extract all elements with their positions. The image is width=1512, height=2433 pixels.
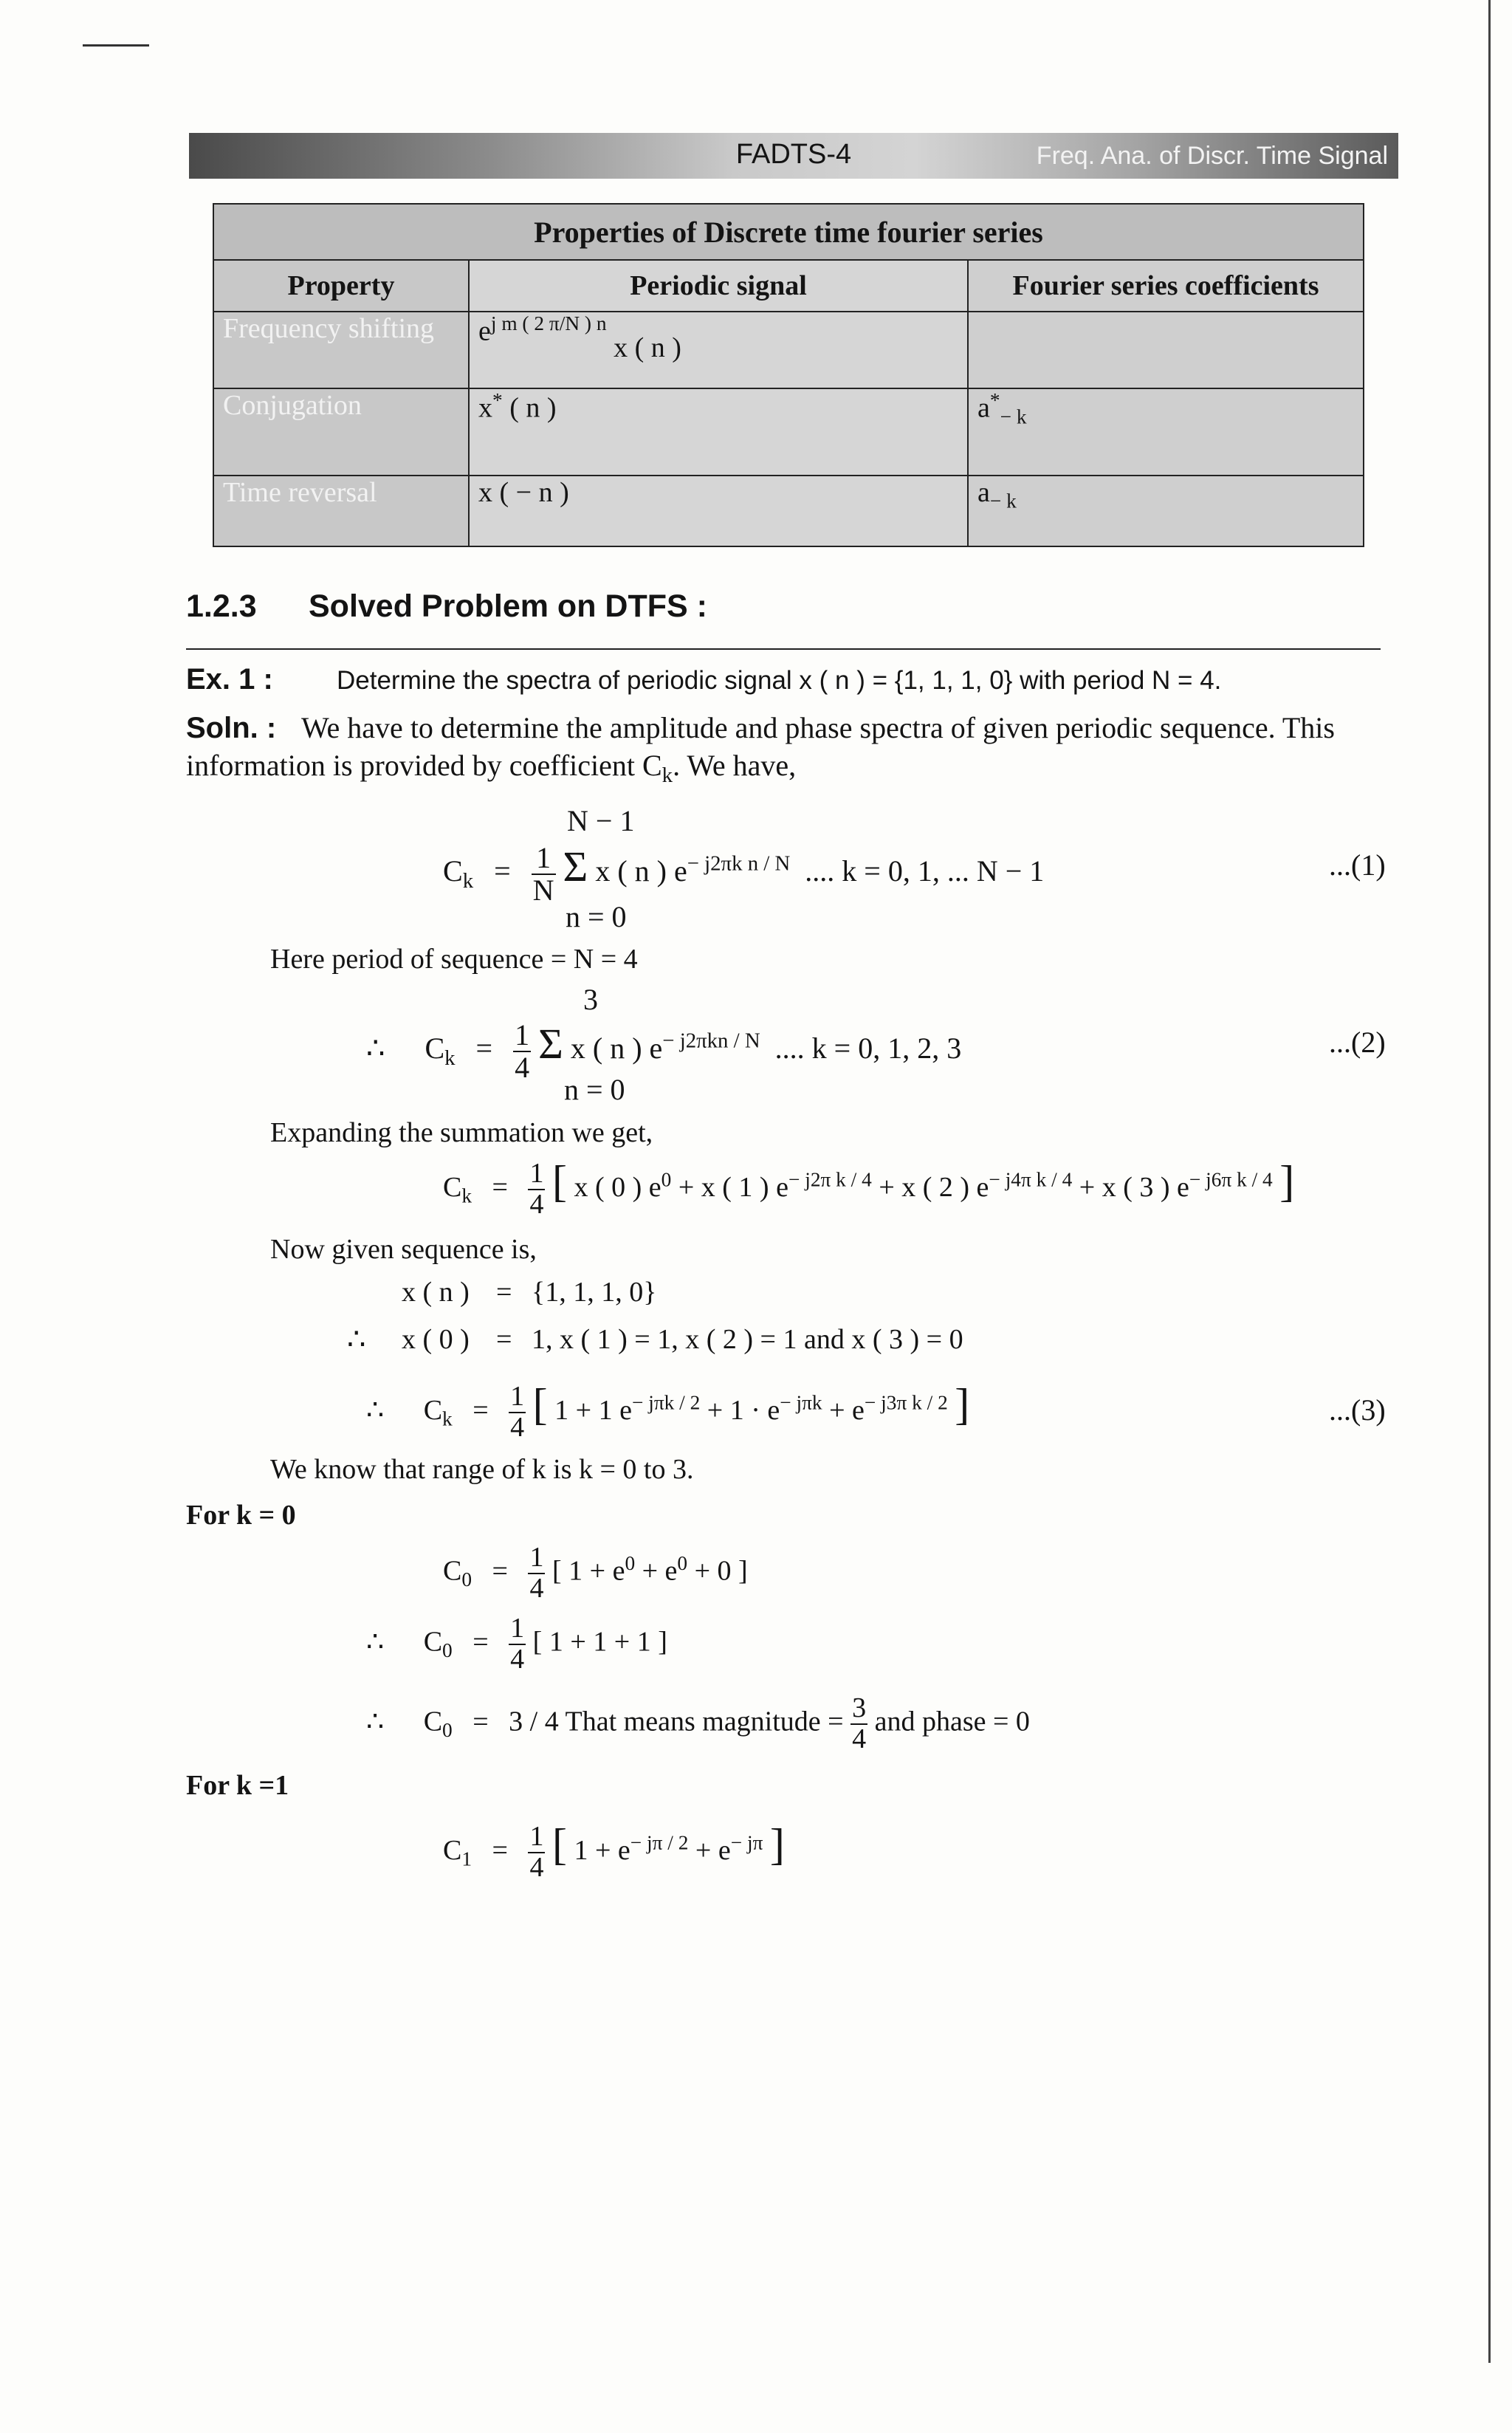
k0-l2-rhs: [ 1 + 1 + 1 ] bbox=[532, 1626, 667, 1658]
table-title: Properties of Discrete time fourier series bbox=[213, 204, 1364, 260]
expand-text: Expanding the summation we get, bbox=[270, 1117, 653, 1148]
running-header bbox=[189, 133, 1398, 179]
values-equals: = bbox=[496, 1324, 512, 1355]
column-header-property: Property bbox=[213, 260, 469, 312]
binding-edge bbox=[1488, 0, 1491, 2363]
eq3-den: 4 bbox=[510, 1412, 525, 1444]
signal-cell: x ( − n ) bbox=[469, 476, 968, 546]
k0-l2-fraction bbox=[509, 1614, 526, 1675]
k0-l1-bexp: 0 bbox=[677, 1551, 688, 1574]
k1-l1-a: 1 + e bbox=[574, 1835, 630, 1866]
eq1-condition: .... k = 0, 1, ... N − 1 bbox=[805, 854, 1045, 888]
expand-num: 1 bbox=[529, 1158, 544, 1190]
eq1-equals: = bbox=[494, 854, 511, 888]
table-row bbox=[213, 312, 1364, 388]
k0-l1-den: 4 bbox=[529, 1572, 544, 1604]
k0-l2-den: 4 bbox=[510, 1643, 525, 1675]
period-text: Here period of sequence = N = 4 bbox=[270, 944, 638, 975]
expand-term-3: + x ( 2 ) e bbox=[871, 1172, 989, 1203]
column-header-signal: Periodic signal bbox=[469, 260, 968, 312]
heading-k1: For k =1 bbox=[186, 1770, 289, 1801]
eq1-lhs-sub: k bbox=[462, 869, 474, 893]
therefore-symbol: ∴ bbox=[347, 1322, 366, 1356]
property-cell: Time reversal bbox=[213, 476, 469, 546]
eq1-body: x ( n ) e bbox=[595, 854, 687, 888]
eq2-tag: ...(2) bbox=[1329, 1026, 1386, 1059]
k0-l3-rhs: 3 / 4 That means magnitude = bbox=[509, 1706, 844, 1737]
signal-exponent: * bbox=[492, 389, 503, 411]
eq3-term-2: + 1 · e bbox=[700, 1395, 780, 1426]
property-cell: Conjugation bbox=[213, 388, 469, 476]
eq3-tag: ...(3) bbox=[1329, 1393, 1386, 1427]
eq2-sigma: Σ bbox=[538, 1020, 563, 1068]
eq1-tag: ...(1) bbox=[1329, 848, 1386, 882]
coefficient-cell bbox=[968, 312, 1364, 388]
k0-l3-num: 3 bbox=[852, 1692, 867, 1723]
eq2-exponent: − j2πkn / N bbox=[662, 1029, 760, 1053]
example-text: Determine the spectra of periodic signal x ( n ) = {1, 1, 1, 0} with period N = 4. bbox=[337, 666, 1222, 695]
eq2-lhs: C bbox=[425, 1032, 445, 1065]
top-rule bbox=[83, 44, 149, 47]
signal-base: x bbox=[478, 392, 492, 424]
coef-sub: − k bbox=[989, 490, 1017, 512]
k1-l1-den: 4 bbox=[529, 1852, 544, 1884]
signal-cell bbox=[469, 312, 968, 388]
k0-l3-sub: 0 bbox=[442, 1719, 453, 1742]
expand-term-2-exp: − j2π k / 4 bbox=[788, 1168, 872, 1191]
therefore-symbol: ∴ bbox=[366, 1395, 385, 1426]
eq3-term-1: 1 + 1 e bbox=[554, 1395, 632, 1426]
header-chapter-code: FADTS-4 bbox=[735, 139, 852, 170]
eq3-fraction bbox=[509, 1382, 526, 1443]
table-row bbox=[213, 388, 1364, 476]
k0-l3-den: 4 bbox=[852, 1723, 867, 1754]
equation-1 bbox=[443, 842, 1044, 906]
eq3-lhs: C bbox=[423, 1395, 443, 1426]
range-text: We know that range of k is k = 0 to 3. bbox=[270, 1454, 694, 1485]
eq3-term-3: + e bbox=[822, 1395, 865, 1426]
k0-l3-fraction bbox=[850, 1694, 867, 1754]
eq1-lhs: C bbox=[443, 854, 463, 888]
column-header-coefficients: Fourier series coefficients bbox=[968, 260, 1364, 312]
eq3-num: 1 bbox=[510, 1381, 525, 1413]
equation-3: ∴ $C_k$ = $\frac{1}{4}$ [ 1 + 1 $e^{- j\pi k / 2} + 1 \cdot e^{- j\pi k} + e^{- j3\pi k / 2}$ ] bbox=[366, 1380, 970, 1444]
eq1-den: N bbox=[532, 873, 554, 907]
eq2-fraction bbox=[513, 1020, 531, 1083]
expand-term-3-exp: − j4π k / 4 bbox=[989, 1168, 1073, 1191]
coef-base: a bbox=[977, 477, 990, 508]
eq3-equals: = bbox=[472, 1395, 489, 1426]
heading-k0: For k = 0 bbox=[186, 1500, 296, 1531]
expand-term-2: + x ( 1 ) e bbox=[671, 1172, 788, 1203]
eq2-equals: = bbox=[475, 1032, 493, 1065]
coef-sup: * bbox=[989, 389, 1000, 411]
k0-l1-equals: = bbox=[492, 1555, 508, 1587]
solution-line-2-sub: k bbox=[662, 763, 673, 787]
k1-line-1: $C_1$ = $\frac{1}{4}$ [ $1 + e^{- j\pi / 2} + e^{- j\pi}$ ] bbox=[443, 1820, 785, 1884]
k0-l2-num: 1 bbox=[510, 1613, 525, 1644]
eq2-lhs-sub: k bbox=[444, 1046, 456, 1070]
k1-l1-bexp: − jπ bbox=[730, 1831, 763, 1854]
properties-table bbox=[213, 203, 1364, 547]
eq2-condition: .... k = 0, 1, 2, 3 bbox=[774, 1032, 962, 1065]
k0-line-2 bbox=[366, 1614, 667, 1675]
k1-l1-num: 1 bbox=[529, 1821, 544, 1853]
k0-l1-aexp: 0 bbox=[625, 1551, 636, 1574]
eq2-upper-limit: 3 bbox=[583, 983, 598, 1016]
therefore-symbol: ∴ bbox=[366, 1032, 385, 1065]
k0-l1-c: + 0 ] bbox=[687, 1555, 748, 1587]
table-header-row bbox=[213, 260, 1364, 312]
equation-2 bbox=[366, 1019, 961, 1083]
eq3-term-3-exp: − j3π k / 2 bbox=[864, 1391, 948, 1414]
k0-l2-lhs: C bbox=[423, 1626, 443, 1658]
eq1-sigma: Σ bbox=[563, 843, 588, 891]
expand-term-1: x ( 0 ) e bbox=[574, 1172, 662, 1203]
expanded-equation: $C_k$ = $\frac{1}{4}$ [ x ( 0 ) $e^0 + x$ ( 1 ) $e^{- j2\pi k / 4} + x$ ( 2 ) $e^{- j4\pi k / 4} + x$ ( 3 ) $e^{- j6\pi k / 4}$ ] bbox=[443, 1157, 1295, 1221]
property-cell: Frequency shifting bbox=[213, 312, 469, 388]
signal-rest: x ( n ) bbox=[614, 332, 681, 363]
k0-l3-lhs: C bbox=[423, 1706, 443, 1737]
k1-l1-equals: = bbox=[492, 1835, 508, 1866]
eq1-upper-limit: N − 1 bbox=[567, 804, 635, 837]
k1-l1-b: + e bbox=[688, 1835, 731, 1866]
coef-sub: − k bbox=[1000, 405, 1027, 428]
k1-l1-lhs: C bbox=[443, 1835, 462, 1866]
expand-term-1-exp: 0 bbox=[661, 1168, 672, 1191]
k0-l3-tail: and phase = 0 bbox=[874, 1706, 1030, 1737]
solution-line-2-text: information is provided by coefficient C bbox=[186, 749, 662, 782]
expand-fraction bbox=[528, 1159, 545, 1220]
solution-line-2 bbox=[186, 748, 796, 788]
k0-l2-sub: 0 bbox=[442, 1639, 453, 1662]
section-number: 1.2.3 bbox=[186, 588, 257, 624]
eq1-fraction bbox=[532, 840, 556, 907]
signal-exponent: j m ( 2 π/N ) n bbox=[490, 312, 607, 334]
eq3-term-1-exp: − jπk / 2 bbox=[631, 1391, 701, 1414]
eq2-lower-limit: n = 0 bbox=[564, 1073, 625, 1106]
k0-line-3 bbox=[366, 1694, 1030, 1754]
eq1-lower-limit: n = 0 bbox=[566, 900, 627, 933]
signal-rest: ( n ) bbox=[502, 392, 557, 424]
signal-base: e bbox=[478, 315, 491, 347]
k0-l1-lhs: C bbox=[443, 1555, 462, 1587]
k0-l1-a: [ 1 + e bbox=[551, 1555, 625, 1587]
eq1-exponent: − j2πk n / N bbox=[687, 851, 791, 876]
expand-den: 4 bbox=[529, 1189, 544, 1221]
k0-l1-b: + e bbox=[635, 1555, 678, 1587]
k0-l2-equals: = bbox=[472, 1626, 489, 1658]
coef-base: a bbox=[977, 392, 990, 424]
k1-l1-aexp: − jπ / 2 bbox=[630, 1831, 689, 1854]
expand-equals: = bbox=[492, 1172, 508, 1203]
eq2-den: 4 bbox=[515, 1050, 530, 1084]
coefficient-cell bbox=[968, 476, 1364, 546]
therefore-symbol: ∴ bbox=[366, 1626, 385, 1658]
k0-l1-sub: 0 bbox=[461, 1568, 472, 1591]
header-chapter-title: Freq. Ana. of Discr. Time Signal bbox=[1036, 142, 1388, 170]
example-label: Ex. 1 : bbox=[186, 663, 273, 696]
solution-line-1: We have to determine the amplitude and phase spectra of given periodic sequence. This bbox=[301, 711, 1335, 744]
k0-line-1 bbox=[443, 1543, 748, 1604]
sequence-lhs: x ( n ) bbox=[402, 1277, 470, 1308]
coefficient-cell bbox=[968, 388, 1364, 476]
given-text: Now given sequence is, bbox=[270, 1234, 537, 1265]
eq3-lhs-sub: k bbox=[442, 1407, 453, 1430]
therefore-symbol: ∴ bbox=[366, 1706, 385, 1737]
k0-l3-equals: = bbox=[472, 1706, 489, 1737]
eq1-num: 1 bbox=[532, 843, 556, 875]
section-title: Solved Problem on DTFS : bbox=[309, 588, 707, 624]
expand-lhs: C bbox=[443, 1172, 462, 1203]
eq2-body: x ( n ) e bbox=[570, 1032, 663, 1065]
k0-l1-num: 1 bbox=[529, 1542, 544, 1573]
sequence-rhs: {1, 1, 1, 0} bbox=[532, 1277, 657, 1308]
signal-cell bbox=[469, 388, 968, 476]
k1-l1-fraction bbox=[528, 1822, 545, 1883]
sequence-equals: = bbox=[496, 1277, 512, 1308]
values-rhs: 1, x ( 1 ) = 1, x ( 2 ) = 1 and x ( 3 ) = 0 bbox=[532, 1324, 963, 1355]
section-rule bbox=[186, 648, 1381, 650]
values-lhs: x ( 0 ) bbox=[402, 1324, 470, 1355]
solution-line-2-tail: . We have, bbox=[673, 749, 797, 782]
expand-term-4: + x ( 3 ) e bbox=[1072, 1172, 1189, 1203]
solution-label: Soln. : bbox=[186, 712, 277, 744]
table-row bbox=[213, 476, 1364, 546]
eq3-term-2-exp: − jπk bbox=[780, 1391, 822, 1414]
expand-lhs-sub: k bbox=[461, 1184, 472, 1207]
expand-term-4-exp: − j6π k / 4 bbox=[1189, 1168, 1273, 1191]
eq2-num: 1 bbox=[515, 1018, 530, 1051]
k0-l1-fraction bbox=[528, 1543, 545, 1604]
k1-l1-sub: 1 bbox=[461, 1847, 472, 1870]
